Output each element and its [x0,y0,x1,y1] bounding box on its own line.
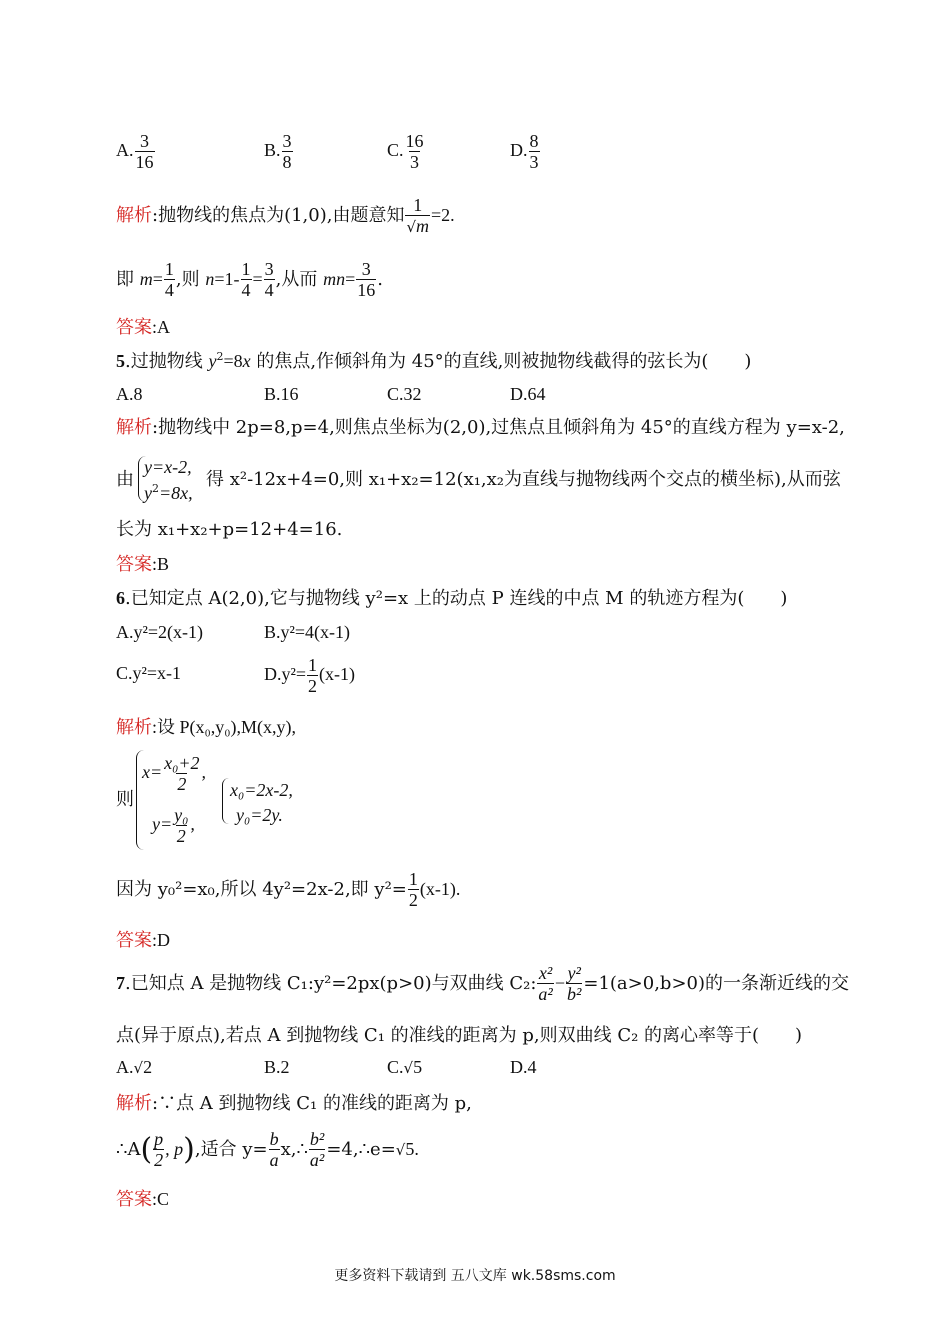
q5-option-c: C.32 [387,384,422,404]
q4-analysis-line2: 即 m= $\frac{1}{4}$ ,则 n=1- $\frac{1}{4}$ = $\frac{3}{4}$ ,从而 mn= $\frac{3}{16}$ . [116,259,383,300]
q6-option-d: D.y²= $\frac{1}{2}$ (x-1) [264,655,356,696]
q6-system2-eq2: y₀=2y. [236,805,283,825]
q5-system-eq2: $y^2=8x$, [144,482,193,503]
q7-option-d: D.4 [510,1057,537,1077]
q4-answer: 答案:A [116,317,170,338]
q6-system-brace-2 [222,778,229,824]
q7-option-b: B.2 [264,1057,290,1077]
q5-analysis-you: 由 [116,469,134,490]
q4-option-a: A. $\frac{3}{16}$ [116,131,154,172]
q7-analysis-line2: ∴A( $\frac{p}{2}$ , p),适合 y= $\frac{b}{a}$ x,∴ $\frac{\text{b²}}{\text{a²}}$ =4,∴e=√5. [116,1129,419,1170]
q7-analysis-line1: 解析:∵点 A 到抛物线 C₁ 的准线的距离为 p, [116,1093,472,1114]
q6-option-a: A.y²=2(x-1) [116,622,204,642]
q4-option-c: C. $\frac{16}{3}$ [387,131,424,172]
q5-analysis-line1: 解析:抛物线中 2p=8,p=4,则焦点坐标为(2,0),过焦点且倾斜角为 45°的直线方程为 y=x-2, [116,417,845,438]
q5-analysis-line3: 长为 x₁+x₂+p=12+4=16. [116,519,343,540]
q5-option-d: D.64 [510,384,546,404]
q6-analysis-line1: 解析:设 P(x₀,y₀),M(x,y), [116,717,297,738]
q6-answer: 答案:D [116,930,170,951]
q5-option-b: B.16 [264,384,299,404]
q5-system-eq1: y=x-2, [144,457,192,477]
q7-option-c: C.√5 [387,1057,423,1077]
q6-system-y: y= $\frac{\text{y₀}}{2}$ , [152,805,195,846]
footer-text: 更多资料下载请到 五八文库 wk.58sms.com [334,1268,616,1284]
q7-option-a: A.√2 [116,1057,153,1077]
q6-analysis-ze: 则 [116,789,134,810]
q4-analysis-line1: 解析:抛物线的焦点为(1,0),由题意知 $\frac{1}{√m}$ =2. [116,195,455,236]
q6-analysis-line3: 因为 y₀²=x₀,所以 4y²=2x-2,即 y²= $\frac{1}{2}$ (x-1). [116,869,461,910]
q4-option-b: B. $\frac{3}{8}$ [264,131,292,172]
q6-option-c: C.y²=x-1 [116,663,182,683]
q5-stem: 5.过抛物线 $y^2=8x$ 的焦点,作倾斜角为 45°的直线,则被抛物线截得的弦长为( ) [116,350,752,372]
q7-answer: 答案:C [116,1189,170,1210]
analysis-label: 解析 [116,204,152,226]
q7-stem-line1: 7.已知点 A 是抛物线 C₁:y²=2px(p>0)与双曲线 C₂: $\frac{\text{x²}}{\text{a²}}$ − $\frac{\text{y²}}{\text{b²}}$ =1(a>0,b>0)的一条渐近线的交 [116,963,849,1004]
q4-option-d: D. $\frac{8}{3}$ [510,131,539,172]
q6-stem: 6.已知定点 A(2,0),它与抛物线 y²=x 上的动点 P 连线的中点 M 的轨迹方程为( ) [116,588,788,609]
q5-analysis-line2: 得 x²-12x+4=0,则 x₁+x₂=12(x₁,x₂为直线与抛物线两个交点的横坐标),从而弦 [206,469,841,490]
q6-system2-eq1: x₀=2x-2, [230,780,293,800]
q5-option-a: A.8 [116,384,143,404]
q7-stem-line2: 点(异于原点),若点 A 到抛物线 C₁ 的准线的距离为 p,则双曲线 C₂ 的离心率等于( ) [116,1025,803,1046]
q6-option-b: B.y²=4(x-1) [264,622,351,642]
q5-answer: 答案:B [116,554,170,575]
q6-system-x: x= $\frac{\text{x₀+2}}{2}$ , [142,753,207,794]
